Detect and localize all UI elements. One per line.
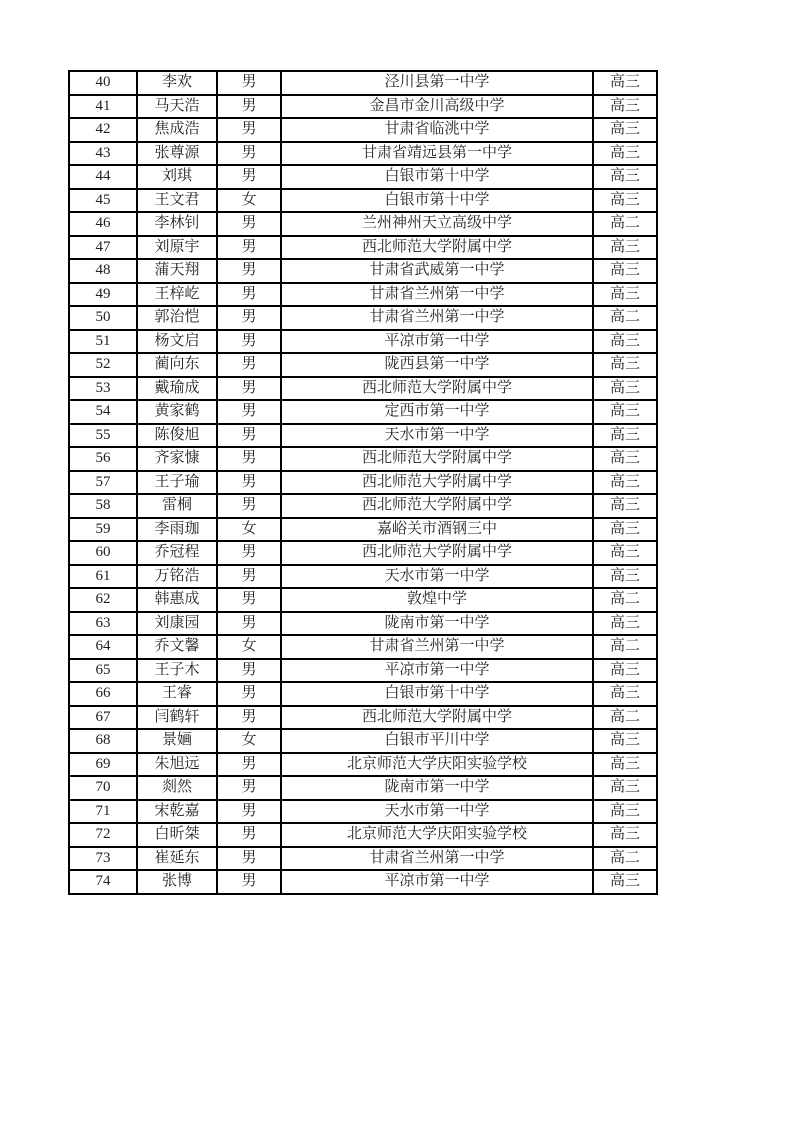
table-row [69, 682, 657, 706]
grade-cell: 高三 [593, 494, 657, 518]
school-cell: 泾川县第一中学 [281, 71, 593, 95]
name-cell: 蔺向东 [137, 353, 217, 377]
grade-cell: 高三 [593, 283, 657, 307]
school-cell: 西北师范大学附属中学 [281, 706, 593, 730]
table-row [69, 800, 657, 824]
school-cell: 天水市第一中学 [281, 565, 593, 589]
name-cell: 李雨珈 [137, 518, 217, 542]
table-row [69, 541, 657, 565]
name-cell: 马天浩 [137, 95, 217, 119]
grade-cell: 高三 [593, 330, 657, 354]
row-number-cell: 61 [69, 565, 137, 589]
gender-cell: 男 [217, 471, 281, 495]
gender-cell: 男 [217, 565, 281, 589]
row-number-cell: 55 [69, 424, 137, 448]
name-cell: 乔文馨 [137, 635, 217, 659]
table-body [69, 71, 657, 894]
row-number-cell: 56 [69, 447, 137, 471]
gender-cell: 男 [217, 659, 281, 683]
row-number-cell: 50 [69, 306, 137, 330]
grade-cell: 高三 [593, 189, 657, 213]
school-cell: 甘肃省兰州第一中学 [281, 306, 593, 330]
school-cell: 平凉市第一中学 [281, 659, 593, 683]
gender-cell: 男 [217, 588, 281, 612]
row-number-cell: 42 [69, 118, 137, 142]
grade-cell: 高三 [593, 518, 657, 542]
table-row [69, 330, 657, 354]
gender-cell: 男 [217, 330, 281, 354]
row-number-cell: 45 [69, 189, 137, 213]
name-cell: 白昕桀 [137, 823, 217, 847]
table-row [69, 588, 657, 612]
name-cell: 崔延东 [137, 847, 217, 871]
school-cell: 陇南市第一中学 [281, 612, 593, 636]
table-row [69, 447, 657, 471]
name-cell: 张尊源 [137, 142, 217, 166]
grade-cell: 高三 [593, 236, 657, 260]
gender-cell: 男 [217, 776, 281, 800]
grade-cell: 高三 [593, 870, 657, 894]
gender-cell: 男 [217, 377, 281, 401]
school-cell: 定西市第一中学 [281, 400, 593, 424]
row-number-cell: 71 [69, 800, 137, 824]
gender-cell: 男 [217, 165, 281, 189]
table-row [69, 612, 657, 636]
name-cell: 刘琪 [137, 165, 217, 189]
gender-cell: 男 [217, 118, 281, 142]
table-row [69, 753, 657, 777]
name-cell: 郭治恺 [137, 306, 217, 330]
row-number-cell: 69 [69, 753, 137, 777]
row-number-cell: 67 [69, 706, 137, 730]
school-cell: 北京师范大学庆阳实验学校 [281, 753, 593, 777]
table-row [69, 706, 657, 730]
school-cell: 白银市平川中学 [281, 729, 593, 753]
school-cell: 平凉市第一中学 [281, 330, 593, 354]
school-cell: 甘肃省兰州第一中学 [281, 283, 593, 307]
row-number-cell: 52 [69, 353, 137, 377]
row-number-cell: 64 [69, 635, 137, 659]
grade-cell: 高三 [593, 377, 657, 401]
table-row [69, 118, 657, 142]
name-cell: 朱旭远 [137, 753, 217, 777]
school-cell: 敦煌中学 [281, 588, 593, 612]
gender-cell: 男 [217, 682, 281, 706]
school-cell: 嘉峪关市酒钢三中 [281, 518, 593, 542]
name-cell: 剡然 [137, 776, 217, 800]
grade-cell: 高三 [593, 776, 657, 800]
row-number-cell: 59 [69, 518, 137, 542]
school-cell: 天水市第一中学 [281, 424, 593, 448]
name-cell: 张博 [137, 870, 217, 894]
name-cell: 焦成浩 [137, 118, 217, 142]
grade-cell: 高三 [593, 447, 657, 471]
grade-cell: 高三 [593, 424, 657, 448]
row-number-cell: 53 [69, 377, 137, 401]
school-cell: 白银市第十中学 [281, 165, 593, 189]
name-cell: 韩惠成 [137, 588, 217, 612]
gender-cell: 男 [217, 612, 281, 636]
grade-cell: 高三 [593, 729, 657, 753]
table-row [69, 283, 657, 307]
table-row [69, 377, 657, 401]
school-cell: 甘肃省武威第一中学 [281, 259, 593, 283]
row-number-cell: 49 [69, 283, 137, 307]
grade-cell: 高三 [593, 165, 657, 189]
name-cell: 王梓屹 [137, 283, 217, 307]
grade-cell: 高三 [593, 682, 657, 706]
grade-cell: 高三 [593, 753, 657, 777]
gender-cell: 女 [217, 729, 281, 753]
name-cell: 乔冠程 [137, 541, 217, 565]
name-cell: 万铭浩 [137, 565, 217, 589]
name-cell: 戴瑜成 [137, 377, 217, 401]
row-number-cell: 68 [69, 729, 137, 753]
gender-cell: 男 [217, 95, 281, 119]
row-number-cell: 72 [69, 823, 137, 847]
table-row [69, 776, 657, 800]
grade-cell: 高二 [593, 706, 657, 730]
student-roster-table [68, 70, 658, 895]
gender-cell: 男 [217, 306, 281, 330]
grade-cell: 高三 [593, 142, 657, 166]
name-cell: 王睿 [137, 682, 217, 706]
table-row [69, 471, 657, 495]
row-number-cell: 60 [69, 541, 137, 565]
row-number-cell: 66 [69, 682, 137, 706]
gender-cell: 男 [217, 447, 281, 471]
name-cell: 李欢 [137, 71, 217, 95]
grade-cell: 高二 [593, 306, 657, 330]
row-number-cell: 62 [69, 588, 137, 612]
row-number-cell: 46 [69, 212, 137, 236]
table-row [69, 823, 657, 847]
table-row [69, 635, 657, 659]
grade-cell: 高三 [593, 471, 657, 495]
grade-cell: 高三 [593, 71, 657, 95]
name-cell: 黄家鹤 [137, 400, 217, 424]
gender-cell: 男 [217, 283, 281, 307]
grade-cell: 高三 [593, 541, 657, 565]
table-row [69, 729, 657, 753]
school-cell: 兰州神州天立高级中学 [281, 212, 593, 236]
row-number-cell: 44 [69, 165, 137, 189]
name-cell: 刘原宇 [137, 236, 217, 260]
name-cell: 闫鹤轩 [137, 706, 217, 730]
grade-cell: 高三 [593, 118, 657, 142]
grade-cell: 高三 [593, 823, 657, 847]
table-row [69, 424, 657, 448]
table-row [69, 306, 657, 330]
gender-cell: 男 [217, 259, 281, 283]
school-cell: 金昌市金川高级中学 [281, 95, 593, 119]
gender-cell: 男 [217, 353, 281, 377]
table-row [69, 353, 657, 377]
grade-cell: 高三 [593, 659, 657, 683]
row-number-cell: 51 [69, 330, 137, 354]
name-cell: 刘康园 [137, 612, 217, 636]
name-cell: 雷桐 [137, 494, 217, 518]
school-cell: 天水市第一中学 [281, 800, 593, 824]
gender-cell: 男 [217, 494, 281, 518]
name-cell: 宋乾嘉 [137, 800, 217, 824]
table-row [69, 400, 657, 424]
table-row [69, 189, 657, 213]
table-row [69, 212, 657, 236]
name-cell: 王文君 [137, 189, 217, 213]
gender-cell: 女 [217, 635, 281, 659]
school-cell: 西北师范大学附属中学 [281, 494, 593, 518]
grade-cell: 高三 [593, 95, 657, 119]
name-cell: 王子瑜 [137, 471, 217, 495]
row-number-cell: 47 [69, 236, 137, 260]
name-cell: 景婳 [137, 729, 217, 753]
name-cell: 杨文启 [137, 330, 217, 354]
row-number-cell: 41 [69, 95, 137, 119]
school-cell: 西北师范大学附属中学 [281, 377, 593, 401]
table-row [69, 847, 657, 871]
table-row [69, 142, 657, 166]
gender-cell: 男 [217, 142, 281, 166]
gender-cell: 男 [217, 541, 281, 565]
grade-cell: 高二 [593, 635, 657, 659]
gender-cell: 男 [217, 212, 281, 236]
school-cell: 西北师范大学附属中学 [281, 447, 593, 471]
name-cell: 王子木 [137, 659, 217, 683]
table-row [69, 659, 657, 683]
grade-cell: 高二 [593, 588, 657, 612]
school-cell: 甘肃省兰州第一中学 [281, 847, 593, 871]
row-number-cell: 54 [69, 400, 137, 424]
grade-cell: 高三 [593, 565, 657, 589]
table-row [69, 95, 657, 119]
name-cell: 齐家慷 [137, 447, 217, 471]
row-number-cell: 40 [69, 71, 137, 95]
grade-cell: 高二 [593, 847, 657, 871]
school-cell: 甘肃省临洮中学 [281, 118, 593, 142]
row-number-cell: 43 [69, 142, 137, 166]
row-number-cell: 74 [69, 870, 137, 894]
table-row [69, 165, 657, 189]
school-cell: 西北师范大学附属中学 [281, 541, 593, 565]
grade-cell: 高三 [593, 353, 657, 377]
gender-cell: 女 [217, 189, 281, 213]
gender-cell: 男 [217, 400, 281, 424]
table-row [69, 518, 657, 542]
table-row [69, 236, 657, 260]
grade-cell: 高三 [593, 259, 657, 283]
school-cell: 西北师范大学附属中学 [281, 236, 593, 260]
gender-cell: 女 [217, 518, 281, 542]
grade-cell: 高三 [593, 800, 657, 824]
gender-cell: 男 [217, 870, 281, 894]
gender-cell: 男 [217, 823, 281, 847]
row-number-cell: 73 [69, 847, 137, 871]
row-number-cell: 70 [69, 776, 137, 800]
gender-cell: 男 [217, 800, 281, 824]
school-cell: 北京师范大学庆阳实验学校 [281, 823, 593, 847]
gender-cell: 男 [217, 71, 281, 95]
table-row [69, 870, 657, 894]
name-cell: 蒲天翔 [137, 259, 217, 283]
school-cell: 西北师范大学附属中学 [281, 471, 593, 495]
school-cell: 甘肃省靖远县第一中学 [281, 142, 593, 166]
table-row [69, 71, 657, 95]
school-cell: 平凉市第一中学 [281, 870, 593, 894]
row-number-cell: 57 [69, 471, 137, 495]
table-row [69, 565, 657, 589]
school-cell: 陇南市第一中学 [281, 776, 593, 800]
name-cell: 陈俊旭 [137, 424, 217, 448]
gender-cell: 男 [217, 236, 281, 260]
gender-cell: 男 [217, 847, 281, 871]
school-cell: 白银市第十中学 [281, 189, 593, 213]
row-number-cell: 63 [69, 612, 137, 636]
school-cell: 白银市第十中学 [281, 682, 593, 706]
table-row [69, 494, 657, 518]
school-cell: 甘肃省兰州第一中学 [281, 635, 593, 659]
row-number-cell: 58 [69, 494, 137, 518]
name-cell: 李林钊 [137, 212, 217, 236]
row-number-cell: 48 [69, 259, 137, 283]
grade-cell: 高三 [593, 612, 657, 636]
school-cell: 陇西县第一中学 [281, 353, 593, 377]
table-row [69, 259, 657, 283]
grade-cell: 高三 [593, 400, 657, 424]
row-number-cell: 65 [69, 659, 137, 683]
gender-cell: 男 [217, 753, 281, 777]
grade-cell: 高二 [593, 212, 657, 236]
gender-cell: 男 [217, 706, 281, 730]
gender-cell: 男 [217, 424, 281, 448]
